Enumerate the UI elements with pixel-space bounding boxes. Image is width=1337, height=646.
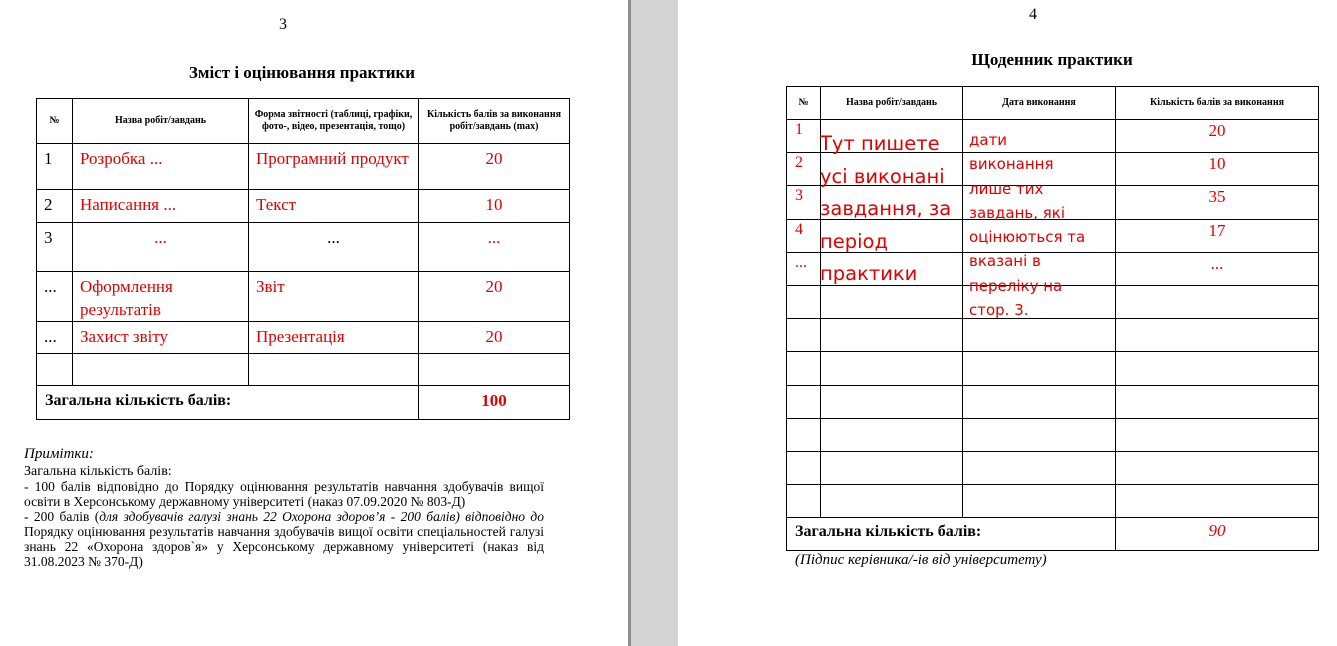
row-score: 35 — [1116, 186, 1319, 220]
row-number: ... — [37, 322, 73, 354]
table-row — [787, 452, 1319, 485]
row-score — [1116, 485, 1319, 518]
header-max-score: Кількість балів за виконання робіт/завдань (max) — [419, 99, 570, 144]
overlay-line: усі виконані — [820, 164, 945, 188]
row-score — [1116, 352, 1319, 386]
overlay-line: завдання, за — [820, 197, 952, 220]
overlay-line: виконання — [969, 155, 1054, 174]
table-row — [787, 386, 1319, 419]
page-number: 3 — [279, 16, 287, 33]
row-number — [787, 386, 821, 419]
task-instruction-overlay — [820, 128, 951, 291]
overlay-line: переліку на — [969, 276, 1063, 295]
row-score — [1116, 386, 1319, 419]
table-row — [37, 272, 570, 322]
overlay-line: вказані в — [969, 252, 1041, 271]
table-row — [37, 190, 570, 223]
row-number — [37, 354, 73, 386]
row-score — [1116, 419, 1319, 452]
row-number: 3 — [787, 186, 821, 220]
row-date — [963, 419, 1116, 452]
overlay-line: завдань, які — [969, 203, 1066, 222]
row-number: 1 — [37, 144, 73, 190]
row-task-name — [821, 485, 963, 518]
row-score: 20 — [419, 272, 570, 322]
table-row — [787, 419, 1319, 452]
row-report-form: Звіт — [249, 272, 419, 322]
evaluation-table — [36, 98, 570, 420]
total-label: Загальна кількість балів: — [787, 518, 1116, 551]
page-number: 4 — [1029, 6, 1037, 23]
page-3 — [0, 0, 628, 646]
row-number — [787, 485, 821, 518]
row-task-name — [821, 352, 963, 386]
row-task-name: Розробка ... — [73, 144, 249, 190]
notes-line: Загальна кількість балів: — [24, 464, 172, 479]
row-number: 4 — [787, 220, 821, 253]
row-task-name: Захист звіту — [73, 322, 249, 354]
row-number — [787, 286, 821, 319]
total-label: Загальна кількість балів: — [37, 386, 419, 420]
row-number: 2 — [787, 153, 821, 186]
table-row — [37, 144, 570, 190]
notes-line: - 100 балів відповідно до Порядку оцінювання результатів навчання здобувачів вищої освіти в Херсонському державному університеті (наказ 07.09.2020 № 803-Д) — [24, 479, 544, 509]
row-date — [963, 319, 1116, 352]
overlay-line: Тут пишете — [820, 132, 940, 155]
row-task-name: ... — [73, 223, 249, 272]
row-score: ... — [1116, 253, 1319, 286]
header-task-name: Назва робіт/завдань — [73, 99, 249, 144]
row-number: ... — [787, 253, 821, 286]
total-value: 90 — [1116, 518, 1319, 551]
row-score: ... — [419, 223, 570, 272]
page-gutter — [628, 0, 678, 646]
row-number — [787, 319, 821, 352]
row-task-name — [821, 386, 963, 419]
row-number: ... — [37, 272, 73, 322]
overlay-line: період — [820, 229, 888, 253]
notes-heading: Примітки: — [24, 446, 94, 462]
table-row — [37, 354, 570, 386]
row-report-form: Текст — [249, 190, 419, 223]
row-date — [963, 485, 1116, 518]
table-row — [787, 352, 1319, 386]
overlay-line: оцінюються та — [969, 228, 1086, 247]
date-instruction-overlay — [969, 128, 1085, 322]
row-task-name: Оформлення результатів — [73, 272, 249, 322]
table-total-row — [787, 518, 1319, 551]
overlay-line: дати — [969, 131, 1008, 149]
table-header-row — [37, 99, 570, 144]
notes-line: - 200 балів (для здобувачів галузі знань 22 Охорона здоров’я - 200 балів) відповідно до Порядку оцінювання результатів навчання здобувачів вищої освіти спеціальностей галузі знань 22 «Охорона здоров`я» у Херсонському державному університеті (наказ від 31.08.2023 № 370-Д) — [24, 509, 544, 569]
table-row — [787, 319, 1319, 352]
row-number: 1 — [787, 120, 821, 153]
row-task-name — [821, 419, 963, 452]
overlay-line: стор. 3. — [969, 301, 1029, 320]
header-date: Дата виконання — [963, 87, 1116, 120]
row-task-name — [73, 354, 249, 386]
row-number: 2 — [37, 190, 73, 223]
row-score: 20 — [419, 322, 570, 354]
row-score — [419, 354, 570, 386]
row-number — [787, 352, 821, 386]
signature-caption: (Підпис керівника/-ів від університету) — [795, 552, 1047, 568]
row-report-form — [249, 354, 419, 386]
table-header-row — [787, 87, 1319, 120]
row-score: 20 — [1116, 120, 1319, 153]
row-score — [1116, 286, 1319, 319]
overlay-line: практики — [820, 262, 918, 285]
header-number: № — [787, 87, 821, 120]
row-date — [963, 452, 1116, 485]
row-score: 10 — [1116, 153, 1319, 186]
row-task-name — [821, 319, 963, 352]
page-title: Зміст і оцінювання практики — [188, 63, 416, 82]
row-score: 17 — [1116, 220, 1319, 253]
header-task-name: Назва робіт/завдань — [821, 87, 963, 120]
header-score: Кількість балів за виконання — [1116, 87, 1319, 120]
row-date — [963, 386, 1116, 419]
row-score: 10 — [419, 190, 570, 223]
row-score — [1116, 319, 1319, 352]
row-number — [787, 452, 821, 485]
total-value: 100 — [419, 386, 570, 420]
page-title: Щоденник практики — [971, 50, 1133, 69]
row-task-name — [821, 452, 963, 485]
table-row — [37, 223, 570, 272]
row-task-name: Написання ... — [73, 190, 249, 223]
table-total-row — [37, 386, 570, 420]
overlay-line: лише тих — [969, 179, 1044, 198]
row-report-form: Презентація — [249, 322, 419, 354]
row-report-form: Програмний продукт — [249, 144, 419, 190]
row-number: 3 — [37, 223, 73, 272]
header-report-form: Форма звітності (таблиці, графіки, фото-, відео, презентація, тощо) — [249, 99, 419, 144]
row-score — [1116, 452, 1319, 485]
row-report-form: ... — [249, 223, 419, 272]
table-row — [37, 322, 570, 354]
row-date — [963, 352, 1116, 386]
header-number: № — [37, 99, 73, 144]
page-4 — [678, 0, 1337, 646]
row-score: 20 — [419, 144, 570, 190]
notes — [24, 447, 544, 569]
row-number — [787, 419, 821, 452]
table-row — [787, 485, 1319, 518]
